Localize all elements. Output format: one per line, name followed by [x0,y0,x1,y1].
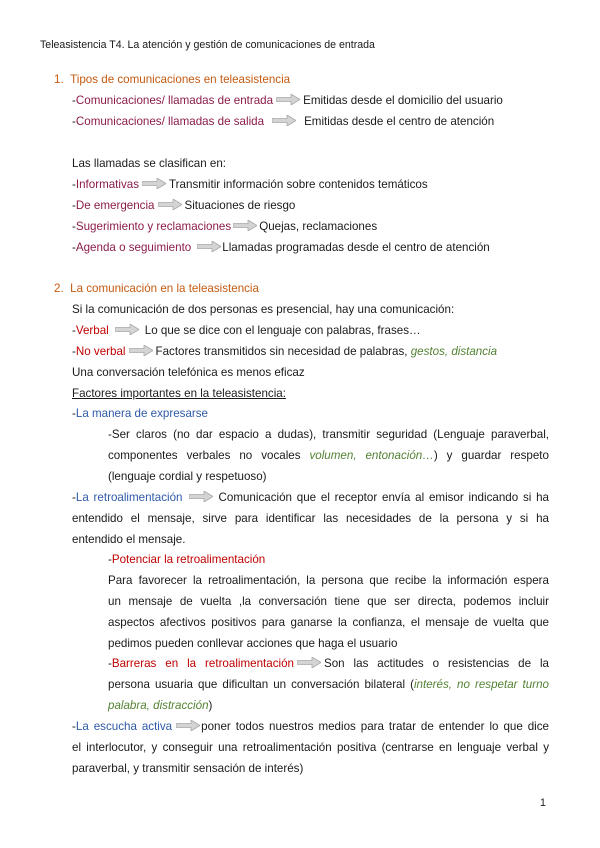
item-text: Emitidas desde el domicilio del usuario [303,94,503,107]
classify-intro: Las llamadas se clasifican en: [72,157,227,170]
arrow-right-icon [158,199,182,210]
feedback-label: La retroalimentación [75,491,183,504]
list-item: -Comunicaciones/ llamadas de entrada Emitidas desde el domicilio del usuario [72,94,503,107]
section-1-number: 1. [54,73,64,86]
manner-line-2-end: ) y guardar respeto [433,449,549,462]
item-label: Comunicaciones/ llamadas de entrada [75,94,274,107]
section-1-title: Tipos de comunicaciones en teleasistencia [70,73,291,86]
item-label: Agenda o seguimiento [75,241,192,254]
section-1-heading [54,72,290,87]
manner-line-2 [108,448,549,463]
listening-line-3: paraverbal, y transmitir sensación de interés) [72,762,304,775]
feedback-line-3: entendido el mensaje. [72,533,186,546]
arrow-right-icon [233,220,257,231]
factors-heading: Factores importantes en la teleasistencia: [72,387,286,400]
item-label: Sugerimiento y reclamaciones [75,220,232,233]
item-label: Informativas [75,178,140,191]
item-text: Situaciones de riesgo [184,199,296,212]
barriers-line-2-text: persona usuaria que dificultan un conversación bilateral ( [108,678,414,691]
noverbal-label: No verbal [75,345,126,358]
list-item: -Potenciar la retroalimentación [108,553,266,566]
manner-line-3: (lenguaje cordial y respetuoso) [108,470,267,483]
section-2-intro: Si la comunicación de dos personas es presencial, hay una comunicación: [72,303,455,316]
listening-line-1: poner todos nuestros medios para tratar de entender lo que dice [201,720,549,733]
list-item: -Verbal Lo que se dice con el lenguaje con palabras, frases… [72,324,421,337]
manner-label: La manera de expresarse [75,407,208,420]
list-item: -Sugerimiento y reclamaciones Quejas, reclamaciones [72,220,378,233]
section-2-title: La comunicación en la teleasistencia [70,282,259,295]
list-item: -Informativas Transmitir información sobre contenidos temáticos [72,178,428,191]
boost-line-2: un mensaje de vuelta ,la conversación tiene que ser directa, podemos incluir [108,595,549,608]
verbal-text: Lo que se dice con el lenguaje con palabras, frases… [144,324,421,337]
manner-line-2-text: componentes verbales no vocales [108,449,301,462]
arrow-right-icon [189,491,213,502]
item-text: Transmitir información sobre contenidos temáticos [169,178,428,191]
arrow-right-icon [142,178,166,189]
item-text: Emitidas desde el centro de atención [304,115,495,128]
page-number: 1 [540,797,546,809]
list-item: -Comunicaciones/ llamadas de salida Emitidas desde el centro de atención [72,115,495,128]
list-item: -La retroalimentación Comunicación que el receptor envía al emisor indicando si ha [72,491,550,504]
barriers-line-3 [108,698,212,713]
listening-line-2: el interlocutor, y conseguir una retroalimentación positiva (centrarse en lenguaje verbal y [72,741,549,754]
manner-examples: volumen, entonación… [309,449,434,462]
phone-note: Una conversación telefónica es menos eficaz [72,366,305,379]
arrow-right-icon [297,657,321,668]
barriers-examples: interés, no respetar turno [413,678,549,691]
feedback-line-1: Comunicación que el receptor envía al emisor indicando si ha [218,491,550,504]
verbal-label: Verbal [75,324,109,337]
barriers-line-1: Son las actitudes o resistencias de la [323,657,550,670]
list-item: -La escucha activa poner todos nuestros medios para tratar de entender lo que dice [72,720,549,733]
arrow-right-icon [272,115,296,126]
boost-line-3: aspectos afectivos positivos para ganarse la confianza, el mensaje de vuelta que [108,616,549,629]
arrow-right-icon [115,324,139,335]
boost-label: Potenciar la retroalimentación [111,553,266,566]
list-item: -La manera de expresarse [72,407,208,420]
arrow-right-icon [129,345,153,356]
boost-line-4: pedimos pueden conllevar acciones que haga el usuario [108,637,398,650]
item-text: Quejas, reclamaciones [259,220,378,233]
list-item: -Barreras en la retroalimentación Son las actitudes o resistencias de la [108,657,550,670]
item-label: De emergencia [75,199,155,212]
barriers-line-3-end: ) [208,699,213,712]
feedback-line-2: entendido el mensaje, sirve para identificar las necesidades de la persona y si ha [72,512,549,525]
list-item: -Agenda o seguimiento Llamadas programadas desde el centro de atención [72,241,490,254]
arrow-right-icon [197,241,221,252]
boost-line-1: Para favorecer la retroalimentación, la persona que recibe la información espera [108,574,549,587]
barriers-line-2 [108,677,549,692]
noverbal-text: Factores transmitidos sin necesidad de palabras, [155,345,408,358]
manner-line-1: -Ser claros (no dar espacio a dudas), transmitir seguridad (Lenguaje paraverbal, [108,428,549,441]
arrow-right-icon [276,94,300,105]
barriers-examples-cont: palabra, distracción [108,699,209,712]
item-label: Comunicaciones/ llamadas de salida [75,115,265,128]
listening-label: La escucha activa [75,720,173,733]
arrow-right-icon [176,720,200,731]
section-2-number: 2. [54,282,64,295]
section-2-heading [54,281,259,296]
page-header: Teleasistencia T4. La atención y gestión de comunicaciones de entrada [40,39,375,51]
list-item: -De emergencia Situaciones de riesgo [72,199,296,212]
item-text: Llamadas programadas desde el centro de atención [222,241,490,254]
noverbal-examples: gestos, distancia [410,345,498,358]
list-item: -No verbal Factores transmitidos sin necesidad de palabras, gestos, distancia [72,345,498,358]
barriers-label: Barreras en la retroalimentación [111,657,294,670]
